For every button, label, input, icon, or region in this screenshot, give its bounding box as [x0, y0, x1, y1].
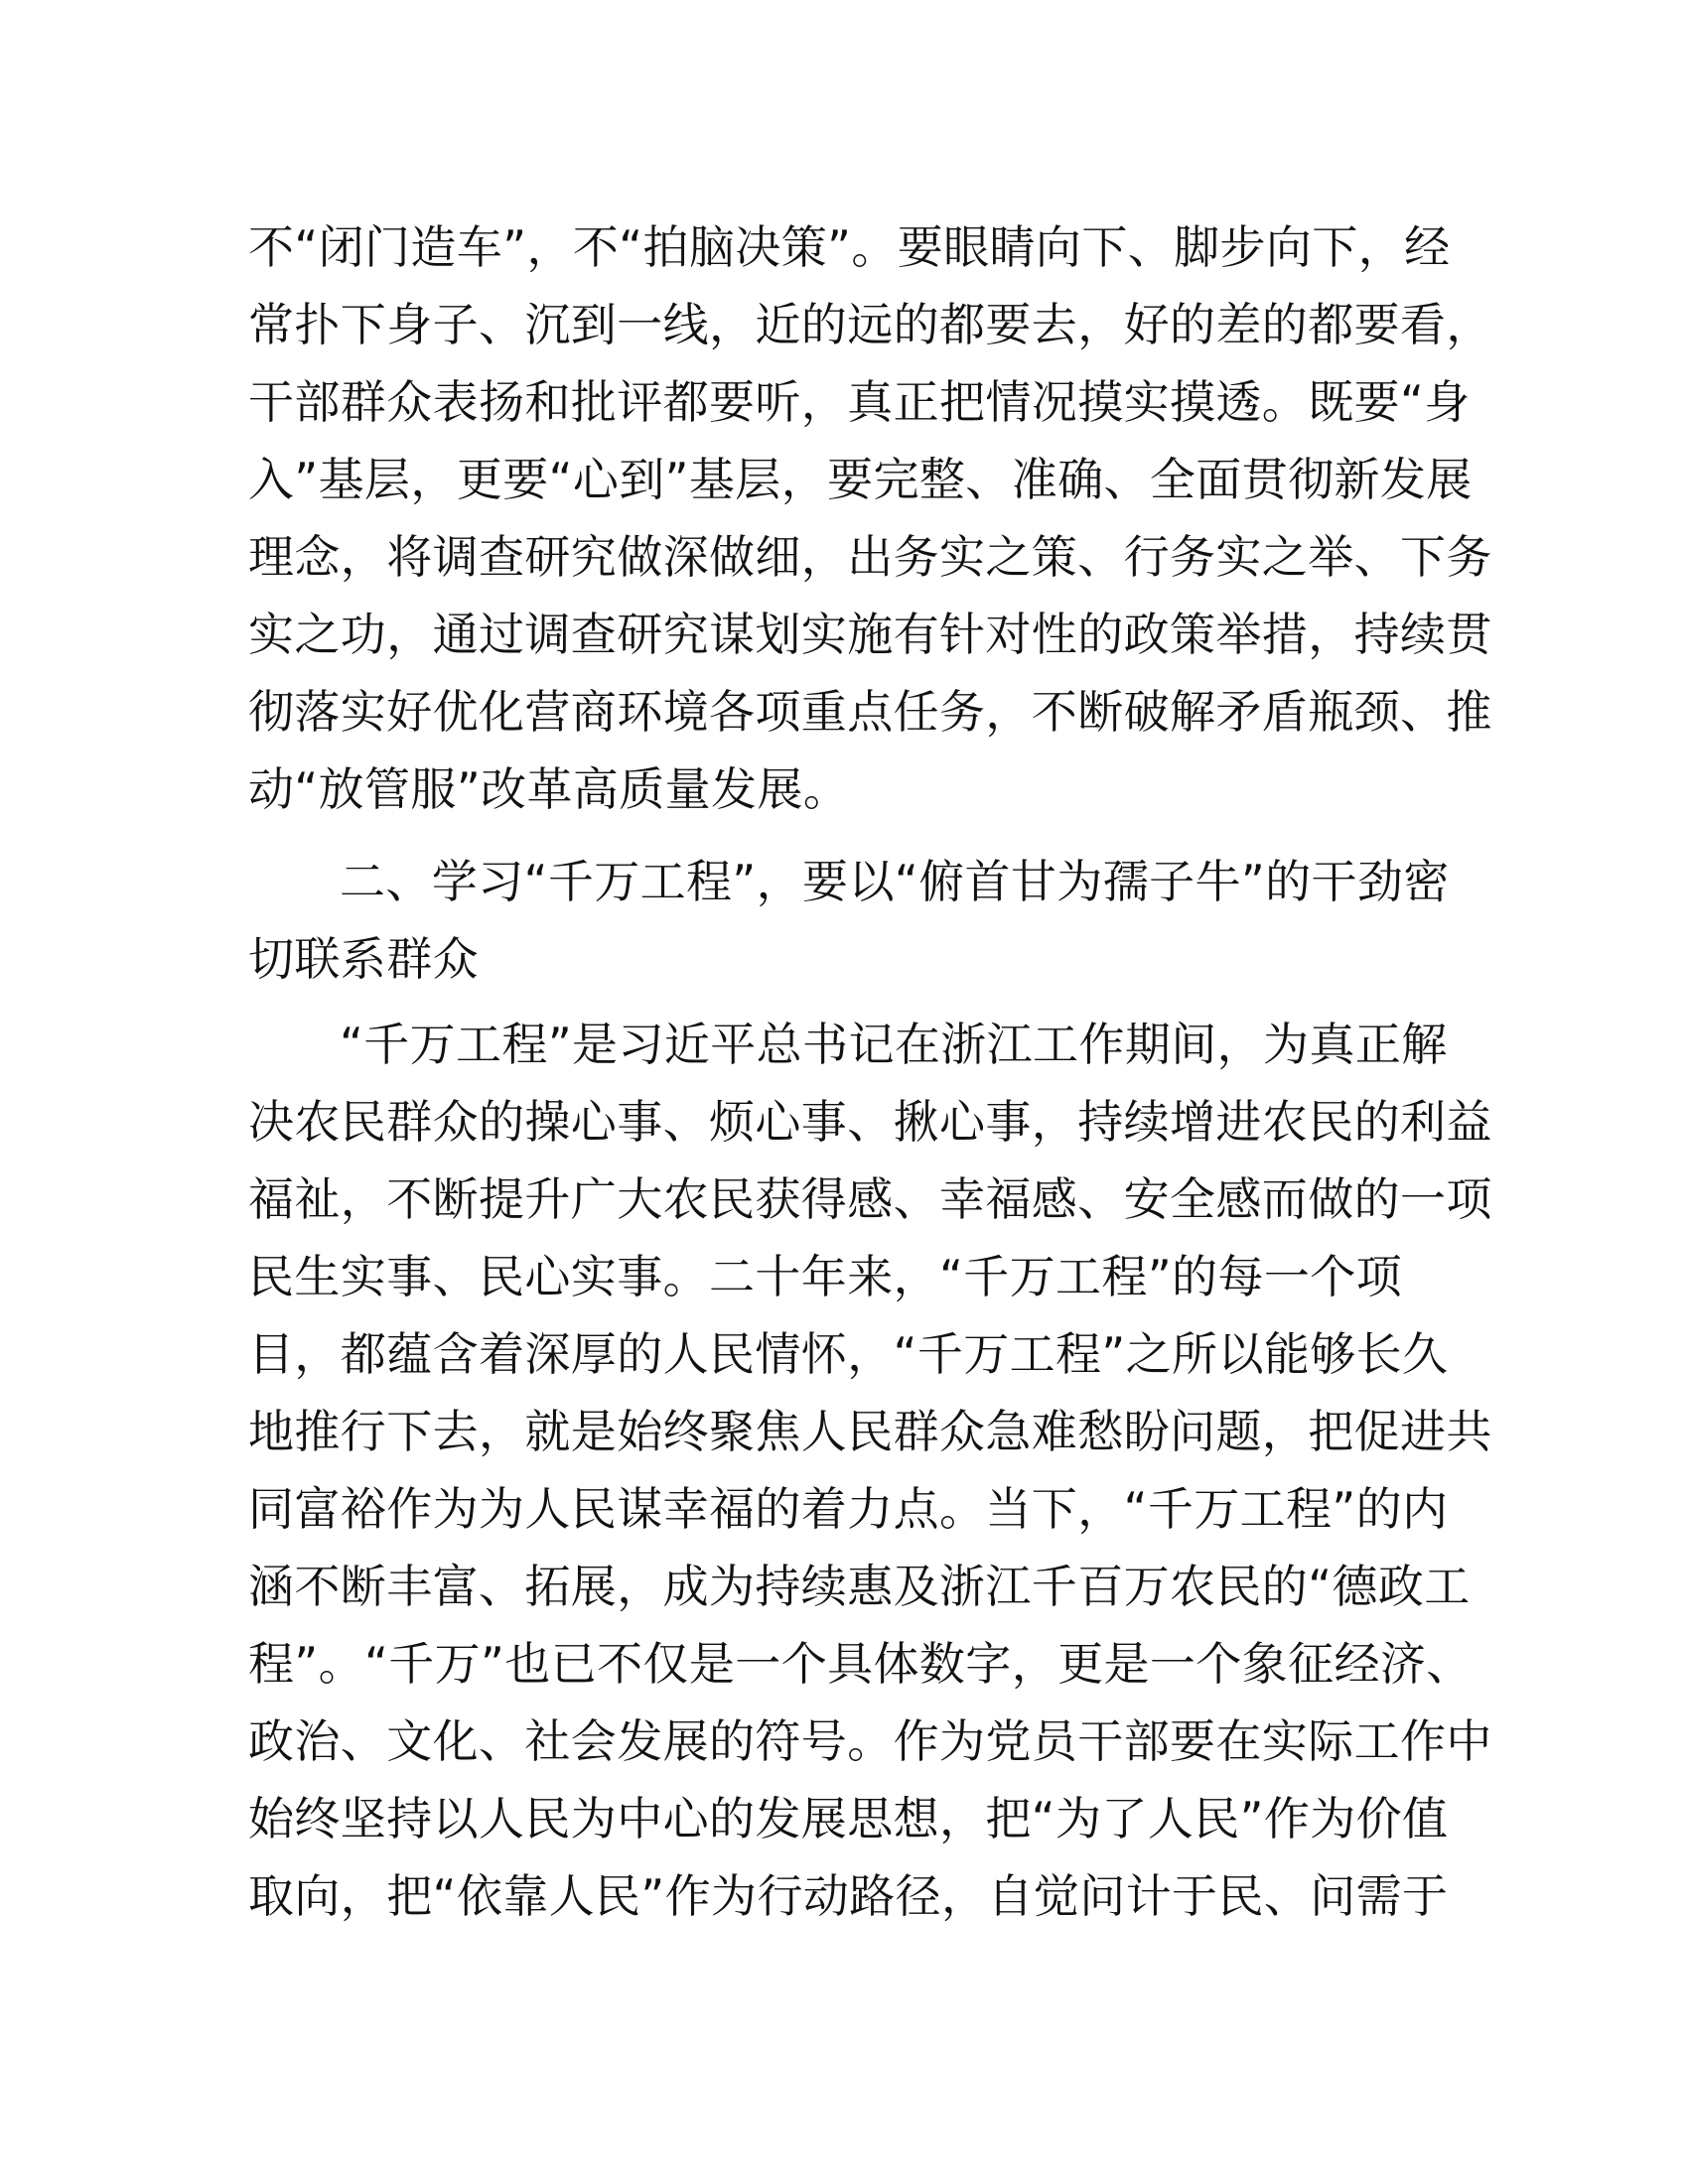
- paragraph-main: [248, 1006, 1492, 1935]
- paragraph-line: 程”。“千万”也已不仅是一个具体数字，更是一个象征经济、: [248, 1637, 1473, 1691]
- paragraph-line: 理念，将调查研究做深做细，出务实之策、行务实之举、下务: [248, 530, 1492, 584]
- paragraph-line: 彻落实好优化营商环境各项重点任务，不断破解矛盾瓶颈、推: [248, 685, 1492, 739]
- paragraph-line: 干部群众表扬和批评都要听，真正把情况摸实摸透。既要“身: [248, 375, 1471, 429]
- paragraph-line: 始终坚持以人民为中心的发展思想，把“为了人民”作为价值: [248, 1792, 1449, 1845]
- paragraph-line: 常扑下身子、沉到一线，近的远的都要去，好的差的都要看，: [248, 298, 1492, 351]
- paragraph-line: 民生实事、民心实事。二十年来，“千万工程”的每一个项: [248, 1250, 1403, 1303]
- heading-line: 二、学习“千万工程”，要以“俯首甘为孺子牛”的干劲密: [340, 855, 1450, 908]
- paragraph-line: 取向，把“依靠人民”作为行动路径，自觉问计于民、问需于: [248, 1869, 1449, 1923]
- section-heading: [248, 843, 1450, 998]
- paragraph-line: 入”基层，更要“心到”基层，要完整、准确、全面贯彻新发展: [248, 453, 1473, 506]
- paragraph-line: “千万工程”是习近平总书记在浙江工作期间，为真正解: [340, 1018, 1448, 1071]
- heading-line: 切联系群众: [248, 932, 479, 986]
- paragraph-line: 实之功，通过调查研究谋划实施有针对性的政策举措，持续贯: [248, 608, 1492, 661]
- paragraph-line: 福祉，不断提升广大农民获得感、幸福感、安全感而做的一项: [248, 1172, 1492, 1226]
- paragraph-continuation: [248, 208, 1492, 828]
- paragraph-line: 目，都蕴含着深厚的人民情怀，“千万工程”之所以能够长久: [248, 1327, 1449, 1381]
- paragraph-line: 决农民群众的操心事、烦心事、揪心事，持续增进农民的利益: [248, 1095, 1492, 1149]
- paragraph-line: 不“闭门造车”，不“拍脑决策”。要眼睛向下、脚步向下，经: [248, 220, 1451, 274]
- paragraph-line: 动“放管服”改革高质量发展。: [248, 762, 850, 816]
- paragraph-line: 地推行下去，就是始终聚焦人民群众急难愁盼问题，把促进共: [248, 1405, 1492, 1458]
- paragraph-line: 政治、文化、社会发展的符号。作为党员干部要在实际工作中: [248, 1714, 1492, 1768]
- paragraph-line: 涵不断丰富、拓展，成为持续惠及浙江千百万农民的“德政工: [248, 1560, 1471, 1613]
- paragraph-line: 同富裕作为为人民谋幸福的着力点。当下，“千万工程”的内: [248, 1482, 1449, 1536]
